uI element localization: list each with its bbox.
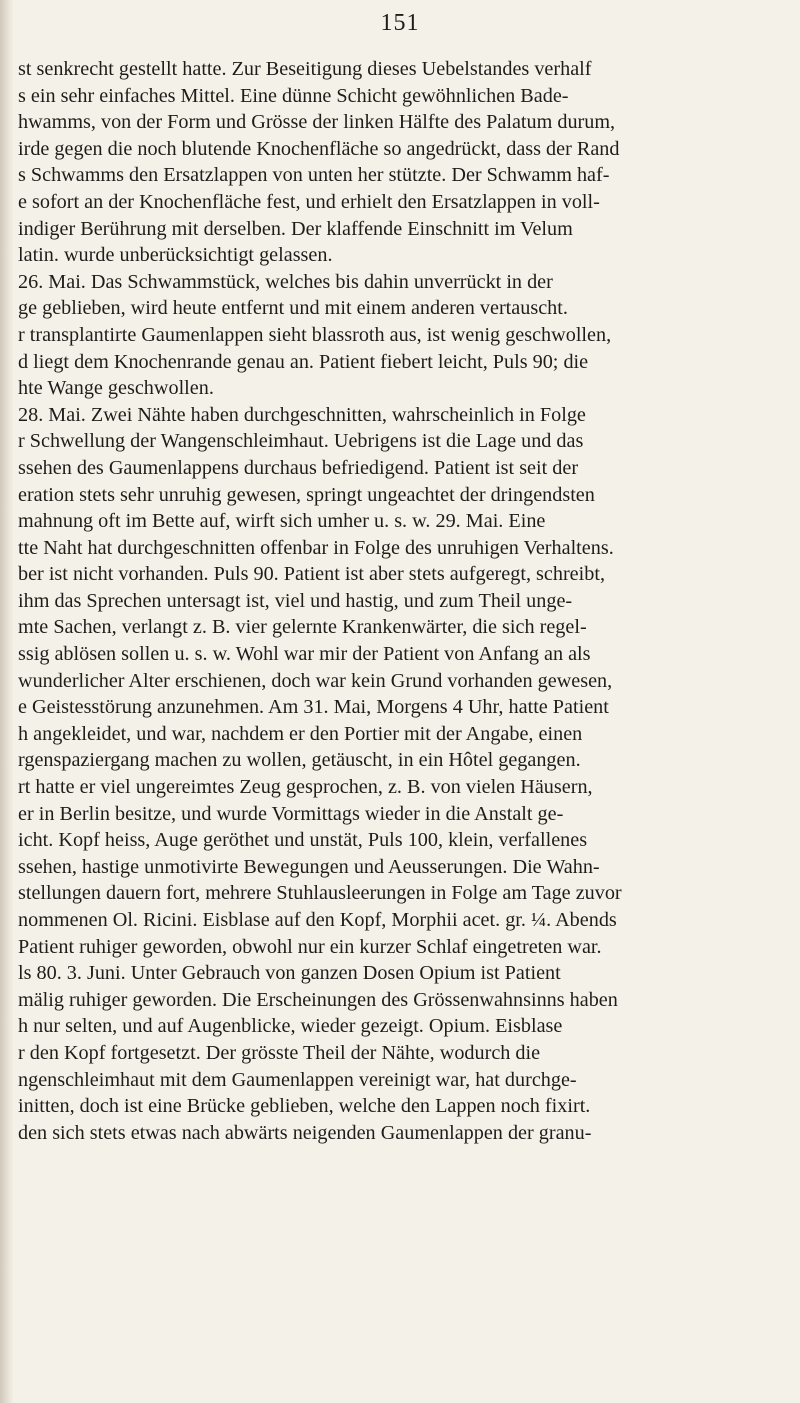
text-line: ssehen, hastige unmotivirte Bewegungen und Aeusserungen. Die Wahn- — [18, 855, 600, 878]
text-line: r den Kopf fortgesetzt. Der grösste Theil der Nähte, wodurch die — [18, 1041, 541, 1064]
text-line: st senkrecht gestellt hatte. Zur Beseitigung dieses Uebelstandes verhalf — [18, 58, 592, 80]
text-line: 26. Mai. Das Schwammstück, welches bis dahin unverrückt in der — [18, 270, 553, 293]
text-line: s ein sehr einfaches Mittel. Eine dünne Schicht gewöhnlichen Bade- — [18, 84, 569, 107]
text-line: r transplantirte Gaumenlappen sieht blassroth aus, ist wenig geschwollen, — [18, 323, 612, 346]
text-line: e sofort an der Knochenfläche fest, und erhielt den Ersatzlappen in voll- — [18, 190, 600, 213]
text-line: icht. Kopf heiss, Auge geröthet und unstät, Puls 100, klein, verfallenes — [18, 829, 588, 852]
text-line: rt hatte er viel ungereimtes Zeug gesprochen, z. B. von vielen Häusern, — [18, 776, 593, 799]
text-line: wunderlicher Alter erschienen, doch war kein Grund vorhanden gewesen, — [18, 669, 613, 692]
text-line: ls 80. 3. Juni. Unter Gebrauch von ganzen Dosen Opium ist Patient — [18, 962, 561, 985]
body-text — [18, 56, 754, 1146]
text-line: tte Naht hat durchgeschnitten offenbar in Folge des unruhigen Verhaltens. — [18, 536, 614, 559]
text-line: hte Wange geschwollen. — [18, 377, 214, 400]
text-line: den sich stets etwas nach abwärts neigenden Gaumenlappen der granu- — [18, 1121, 592, 1144]
text-line: ihm das Sprechen untersagt ist, viel und hastig, und zum Theil unge- — [18, 589, 573, 612]
text-line: d liegt dem Knochenrande genau an. Patient fiebert leicht, Puls 90; die — [18, 350, 589, 373]
text-line: r Schwellung der Wangenschleimhaut. Uebrigens ist die Lage und das — [18, 430, 584, 453]
text-line: ge geblieben, wird heute entfernt und mit einem anderen vertauscht. — [18, 297, 568, 320]
text-line: hwamms, von der Form und Grösse der linken Hälfte des Palatum durum, — [18, 111, 616, 134]
text-line: h angekleidet, und war, nachdem er den Portier mit der Angabe, einen — [18, 722, 583, 745]
text-line: ber ist nicht vorhanden. Puls 90. Patient ist aber stets aufgeregt, schreibt, — [18, 563, 605, 586]
text-line: ssig ablösen sollen u. s. w. Wohl war mir der Patient von Anfang an als — [18, 643, 591, 666]
text-line: h nur selten, und auf Augenblicke, wieder gezeigt. Opium. Eisblase — [18, 1015, 563, 1038]
text-line: ngenschleimhaut mit dem Gaumenlappen vereinigt war, hat durchge- — [18, 1068, 577, 1091]
text-line: eration stets sehr unruhig gewesen, springt ungeachtet der dringendsten — [18, 483, 595, 506]
text-line: indiger Berührung mit derselben. Der klaffende Einschnitt im Velum — [18, 217, 573, 240]
text-line: s Schwamms den Ersatzlappen von unten her stützte. Der Schwamm haf- — [18, 164, 610, 187]
page-number: 151 — [380, 10, 420, 36]
text-line: mte Sachen, verlangt z. B. vier gelernte Krankenwärter, die sich regel- — [18, 616, 587, 639]
text-line: 28. Mai. Zwei Nähte haben durchgeschnitten, wahrscheinlich in Folge — [18, 403, 586, 426]
text-line: e Geistesstörung anzunehmen. Am 31. Mai, Morgens 4 Uhr, hatte Patient — [18, 696, 609, 719]
text-line: nommenen Ol. Ricini. Eisblase auf den Kopf, Morphii acet. gr. ¼. Abends — [18, 909, 617, 931]
text-line: er in Berlin besitze, und wurde Vormittags wieder in die Anstalt ge- — [18, 802, 564, 825]
page-gutter-shadow — [0, 0, 14, 1403]
text-line: mahnung oft im Bette auf, wirft sich umher u. s. w. 29. Mai. Eine — [18, 510, 546, 533]
text-line: latin. wurde unberücksichtigt gelassen. — [18, 244, 333, 267]
text-line: Patient ruhiger geworden, obwohl nur ein kurzer Schlaf eingetreten war. — [18, 935, 602, 958]
text-line: ssehen des Gaumenlappens durchaus befriedigend. Patient ist seit der — [18, 456, 579, 479]
text-line: stellungen dauern fort, mehrere Stuhlausleerungen in Folge am Tage zuvor — [18, 882, 622, 905]
text-line: irde gegen die noch blutende Knochenfläche so angedrückt, dass der Rand — [18, 137, 620, 160]
text-line: mälig ruhiger geworden. Die Erscheinungen des Grössenwahnsinns haben — [18, 988, 618, 1011]
text-line: initten, doch ist eine Brücke geblieben, welche den Lappen noch fixirt. — [18, 1095, 591, 1118]
text-line: rgenspaziergang machen zu wollen, getäuscht, in ein Hôtel gegangen. — [18, 749, 581, 772]
